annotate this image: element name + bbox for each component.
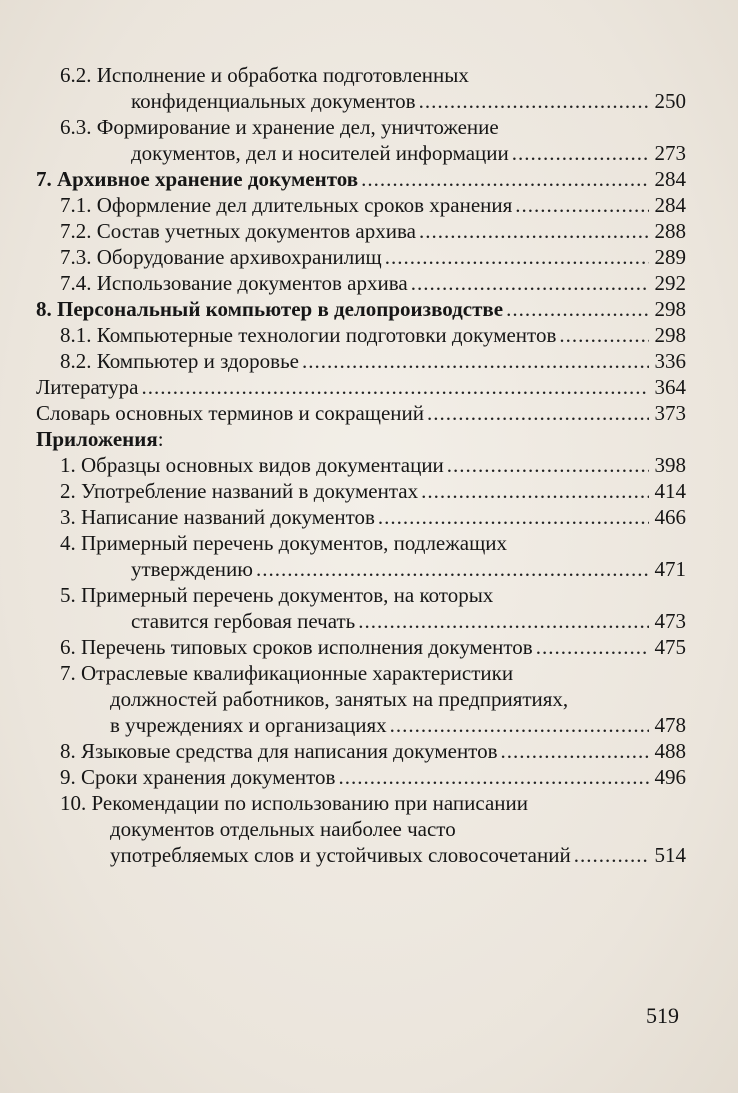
toc-page-ref: 488 [654,739,686,763]
toc-entry-title: 8. Персональный компьютер в делопроизводстве [36,297,504,321]
toc-entry-e74 [36,270,686,296]
toc-entry-line [60,452,686,478]
toc-entry-line [60,764,686,790]
toc-entry-title: 8.2. Компьютер и здоровье [60,349,299,373]
dot-leader [536,634,649,660]
toc-entry-title: 7. Архивное хранение документов [36,167,359,191]
toc-page-ref: 273 [654,141,686,165]
toc-entry-e81 [36,322,686,348]
dot-leader [141,374,649,400]
toc-page-ref: 364 [654,375,686,399]
toc-entry-title: должностей работников, занятых на предприятиях, [110,687,569,711]
toc-page-ref: 514 [654,843,686,867]
table-of-contents [36,62,686,868]
page-number: 519 [646,1003,679,1028]
dot-leader [427,400,649,426]
dot-leader [419,218,649,244]
toc-page-ref: 398 [654,453,686,477]
toc-entry-dict [36,400,686,426]
toc-page-ref: 414 [654,479,686,503]
toc-entry-e63 [36,114,686,166]
toc-entry-title: конфиденциальных документов [131,89,416,113]
toc-entry-title: Литература [36,375,139,399]
toc-page-ref: 466 [654,505,686,529]
appendix-heading-colon: : [157,427,164,451]
toc-entry-line [60,114,686,140]
toc-entry-line [60,504,686,530]
dot-leader [256,556,649,582]
toc-entry-line [60,712,686,738]
toc-page-ref: 473 [654,609,686,633]
dot-leader [512,140,649,166]
toc-entry-e82 [36,348,686,374]
toc-page-ref: 475 [654,635,686,659]
toc-entry-title: утверждению [131,557,253,581]
toc-entry-title: 8.1. Компьютерные технологии подготовки документов [60,323,557,347]
toc-entry-line [60,608,686,634]
toc-entry-a7 [36,660,686,738]
toc-page-ref: 284 [654,167,686,191]
toc-entry-line [36,296,686,322]
toc-entry-line [60,62,686,88]
toc-entry-e8 [36,296,686,322]
toc-entry-line [60,790,686,816]
toc-entry-line [60,582,686,608]
toc-entry-title: 1. Образцы основных видов документации [60,453,444,477]
toc-entry-e72 [36,218,686,244]
toc-entry-title: ставится гербовая печать [131,609,356,633]
toc-entry-title: 7. Отраслевые квалификационные характеристики [60,661,514,685]
toc-entry-title: 8. Языковые средства для написания документов [60,739,498,763]
toc-entry-title: 7.3. Оборудование архивохранилищ [60,245,382,269]
toc-entry-line [60,738,686,764]
toc-entry-line [60,478,686,504]
toc-entry-title: в учреждениях и организациях [110,713,387,737]
toc-entry-a10 [36,790,686,868]
toc-entry-line [60,634,686,660]
toc-entry-title: 6.2. Исполнение и обработка подготовленных [60,63,469,87]
toc-entry-line [60,842,686,868]
dot-leader [385,244,649,270]
toc-entry-title: 6. Перечень типовых сроков исполнения документов [60,635,533,659]
toc-page-ref: 298 [654,297,686,321]
toc-page-ref: 496 [654,765,686,789]
toc-entry-e7 [36,166,686,192]
toc-entry-lit [36,374,686,400]
toc-entry-title: 4. Примерный перечень документов, подлежащих [60,531,507,555]
dot-leader [559,322,649,348]
toc-entry-title: 7.4. Использование документов архива [60,271,408,295]
toc-entry-a6 [36,634,686,660]
appendix-heading [36,426,686,452]
toc-entry-line [36,166,686,192]
toc-entry-line [60,192,686,218]
dot-leader [419,88,649,114]
toc-entry-e62 [36,62,686,114]
toc-entry-line [60,660,686,686]
toc-entry-line [60,322,686,348]
toc-entry-line [60,556,686,582]
toc-page-ref: 298 [654,323,686,347]
dot-leader [411,270,649,296]
toc-entry-a8 [36,738,686,764]
dot-leader [358,608,649,634]
toc-entry-line [36,374,686,400]
toc-page-ref: 478 [654,713,686,737]
toc-entry-line [60,244,686,270]
toc-page-ref: 250 [654,89,686,113]
toc-entry-title: 7.1. Оформление дел длительных сроков хранения [60,193,513,217]
toc-entry-line [36,400,686,426]
toc-entry-a2 [36,478,686,504]
dot-leader [302,348,649,374]
toc-page-ref: 292 [654,271,686,295]
toc-entry-title: документов отдельных наиболее часто [110,817,456,841]
toc-page-ref: 284 [654,193,686,217]
toc-entry-e71 [36,192,686,218]
dot-leader [338,764,649,790]
toc-entry-line [60,218,686,244]
toc-entry-title: Словарь основных терминов и сокращений [36,401,425,425]
toc-entry-line [60,348,686,374]
dot-leader [506,296,649,322]
toc-entry-title: 5. Примерный перечень документов, на которых [60,583,494,607]
toc-entry-title: 7.2. Состав учетных документов архива [60,219,416,243]
dot-leader [361,166,649,192]
toc-page-ref: 336 [654,349,686,373]
toc-entry-e73 [36,244,686,270]
toc-entry-title: 9. Сроки хранения документов [60,765,336,789]
dot-leader [421,478,649,504]
toc-entry-title: документов, дел и носителей информации [131,141,509,165]
toc-entry-a1 [36,452,686,478]
toc-entry-title: 3. Написание названий документов [60,505,375,529]
toc-entry-a4 [36,530,686,582]
toc-entry-a5 [36,582,686,634]
toc-entry-line [60,88,686,114]
dot-leader [515,192,649,218]
toc-entry-line [60,140,686,166]
toc-entry-line [60,270,686,296]
dot-leader [390,712,649,738]
dot-leader [447,452,649,478]
toc-entry-title: 10. Рекомендации по использованию при написании [60,791,528,815]
toc-entry-title: 6.3. Формирование и хранение дел, уничтожение [60,115,499,139]
toc-page-ref: 289 [654,245,686,269]
toc-page-ref: 471 [654,557,686,581]
dot-leader [378,504,649,530]
dot-leader [501,738,650,764]
toc-entry-title: употребляемых слов и устойчивых словосочетаний [110,843,571,867]
toc-entry-line [60,530,686,556]
toc-entry-title: 2. Употребление названий в документах [60,479,419,503]
toc-page-ref: 373 [654,401,686,425]
toc-entry-a9 [36,764,686,790]
toc-entry-line [60,816,686,842]
toc-page-ref: 288 [654,219,686,243]
appendix-heading-text: Приложения [36,427,158,451]
dot-leader [574,842,649,868]
toc-entry-line [60,686,686,712]
toc-entry-a3 [36,504,686,530]
